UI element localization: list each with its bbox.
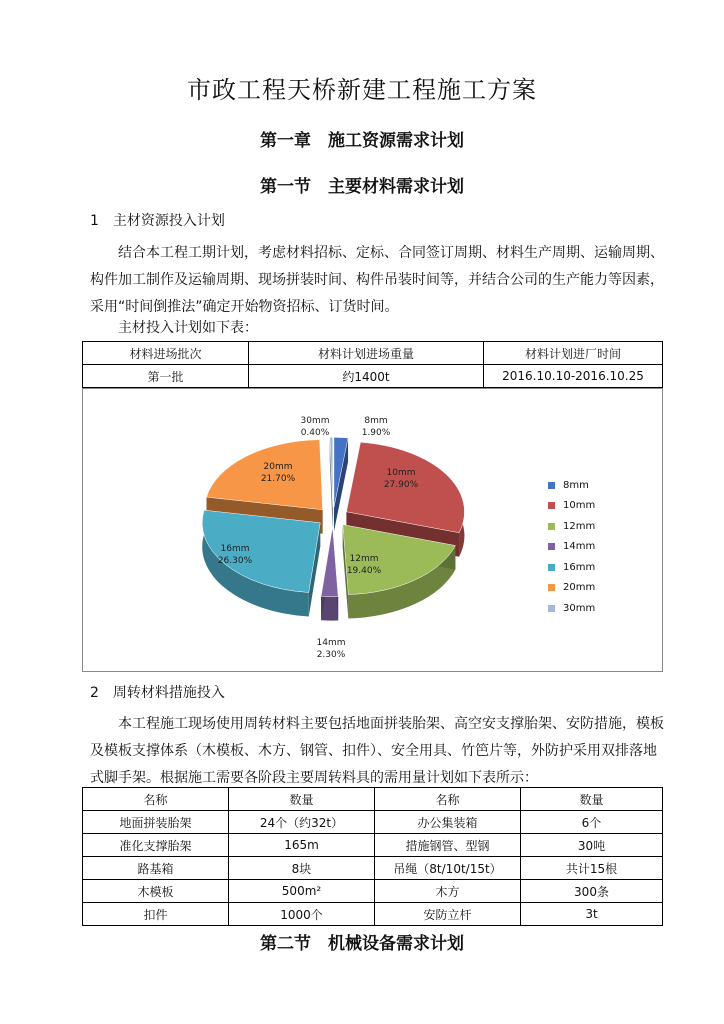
table-cell: 2016.10.10-2016.10.25 (484, 365, 663, 388)
pie-data-label-30mm: 0.40% (300, 428, 330, 438)
table-row (83, 880, 663, 903)
subsection-heading-1: 1 主材资源投入计划 (90, 213, 225, 229)
table-cell: 约1400t (249, 365, 484, 388)
table-row (83, 811, 663, 834)
legend-item-10mm (548, 496, 595, 517)
legend-swatch (548, 564, 555, 571)
table-cell: 路基箱 (83, 857, 229, 880)
table-cell: 共计15根 (521, 857, 663, 880)
chart-legend (548, 475, 595, 619)
table-cell: 300条 (521, 880, 663, 903)
pie-data-label-16mm: 26.30% (217, 556, 253, 566)
legend-item-12mm (548, 516, 595, 537)
legend-label: 12mm (563, 520, 596, 532)
pie-data-label-12mm: 19.40% (346, 566, 382, 576)
table-cell: 扣件 (83, 903, 229, 926)
table-cell: 8块 (229, 857, 375, 880)
table-row (83, 857, 663, 880)
material-plan-table (82, 341, 663, 388)
table-header-cell: 名称 (375, 788, 521, 811)
pie-data-label-16mm: 16mm (220, 544, 250, 554)
legend-item-16mm (548, 557, 595, 578)
document-title: 市政工程天桥新建工程施工方案 (187, 76, 537, 104)
pie-data-label-10mm: 27.90% (383, 480, 419, 490)
legend-item-8mm (548, 475, 595, 496)
table-cell: 30吨 (521, 834, 663, 857)
table-cell: 第一批 (83, 365, 249, 388)
section-heading-2: 第二节 机械设备需求计划 (260, 934, 464, 954)
legend-swatch (548, 482, 555, 489)
subsection-heading-2: 2 周转材料措施投入 (90, 685, 225, 701)
table-header-row (83, 342, 663, 365)
legend-item-30mm (548, 598, 595, 619)
legend-swatch (548, 605, 555, 612)
table-row (83, 834, 663, 857)
table-cell: 措施钢管、型钢 (375, 834, 521, 857)
pie-slice-8mm (334, 437, 348, 507)
table-header-cell: 材料进场批次 (83, 342, 249, 365)
pie-data-label-20mm: 21.70% (260, 474, 296, 484)
table-header-cell: 材料计划进厂时间 (484, 342, 663, 365)
pie-data-label-8mm: 8mm (364, 416, 388, 426)
table-cell: 1000个 (229, 903, 375, 926)
table-cell: 木模板 (83, 880, 229, 903)
table-header-cell: 名称 (83, 788, 229, 811)
table-header-cell: 材料计划进场重量 (249, 342, 484, 365)
legend-label: 30mm (563, 602, 596, 614)
section-heading-1: 第一节 主要材料需求计划 (260, 177, 464, 197)
table-header-cell: 数量 (229, 788, 375, 811)
table-cell: 3t (521, 903, 663, 926)
pie-data-label-8mm: 1.90% (361, 428, 391, 438)
pie-chart (82, 388, 663, 672)
table-row (83, 903, 663, 926)
legend-label: 14mm (563, 541, 596, 553)
turnover-material-table (82, 787, 663, 926)
legend-item-20mm (548, 578, 595, 599)
table-cell: 木方 (375, 880, 521, 903)
table-cell: 准化支撑胎架 (83, 834, 229, 857)
table-cell: 办公集装箱 (375, 811, 521, 834)
legend-swatch (548, 543, 555, 550)
table-cell: 6个 (521, 811, 663, 834)
table-row (83, 365, 663, 388)
pie-data-label-10mm: 10mm (386, 468, 416, 478)
paragraph-1b: 主材投入计划如下表： (118, 320, 258, 336)
pie-data-label-14mm: 14mm (316, 638, 346, 648)
table-cell: 地面拼装胎架 (83, 811, 229, 834)
legend-label: 8mm (563, 479, 589, 491)
legend-label: 16mm (563, 561, 596, 573)
pie-slice-14mm (321, 527, 338, 597)
table-cell: 165m (229, 834, 375, 857)
chapter-heading: 第一章 施工资源需求计划 (260, 131, 464, 151)
pie-data-label-20mm: 20mm (263, 462, 293, 472)
legend-swatch (548, 584, 555, 591)
legend-item-14mm (548, 537, 595, 558)
paragraph-2: 本工程施工现场使用周转材料主要包括地面拼装胎架、高空安支撑胎架、安防措施，模板及模板支撑体系（木模板、木方、钢管、扣件）、安全用具、竹笆片等，外防护采用双排落地式脚手架。根据施工需要各阶段主要周转料具的需用量计划如下表所示： (90, 716, 664, 786)
table-cell: 安防立杆 (375, 903, 521, 926)
table-cell: 吊绳（8t/10t/15t） (375, 857, 521, 880)
legend-swatch (548, 502, 555, 509)
pie-data-label-12mm: 12mm (349, 554, 379, 564)
legend-label: 20mm (563, 582, 596, 594)
table-cell: 24个（约32t） (229, 811, 375, 834)
legend-label: 10mm (563, 500, 596, 512)
paragraph-1: 结合本工程工期计划，考虑材料招标、定标、合同签订周期、材料生产周期、运输周期、构件加工制作及运输周期、现场拼装时间、构件吊装时间等，并结合公司的生产能力等因素，采用“时间倒推法”确定开始物资招标、订货时间。 (90, 245, 664, 315)
pie-chart-canvas (83, 389, 533, 671)
table-header-cell: 数量 (521, 788, 663, 811)
legend-swatch (548, 523, 555, 530)
table-cell: 500m² (229, 880, 375, 903)
table-header-row (83, 788, 663, 811)
pie-data-label-30mm: 30mm (300, 416, 330, 426)
pie-data-label-14mm: 2.30% (316, 650, 346, 660)
pie-slice-30mm (330, 437, 333, 507)
